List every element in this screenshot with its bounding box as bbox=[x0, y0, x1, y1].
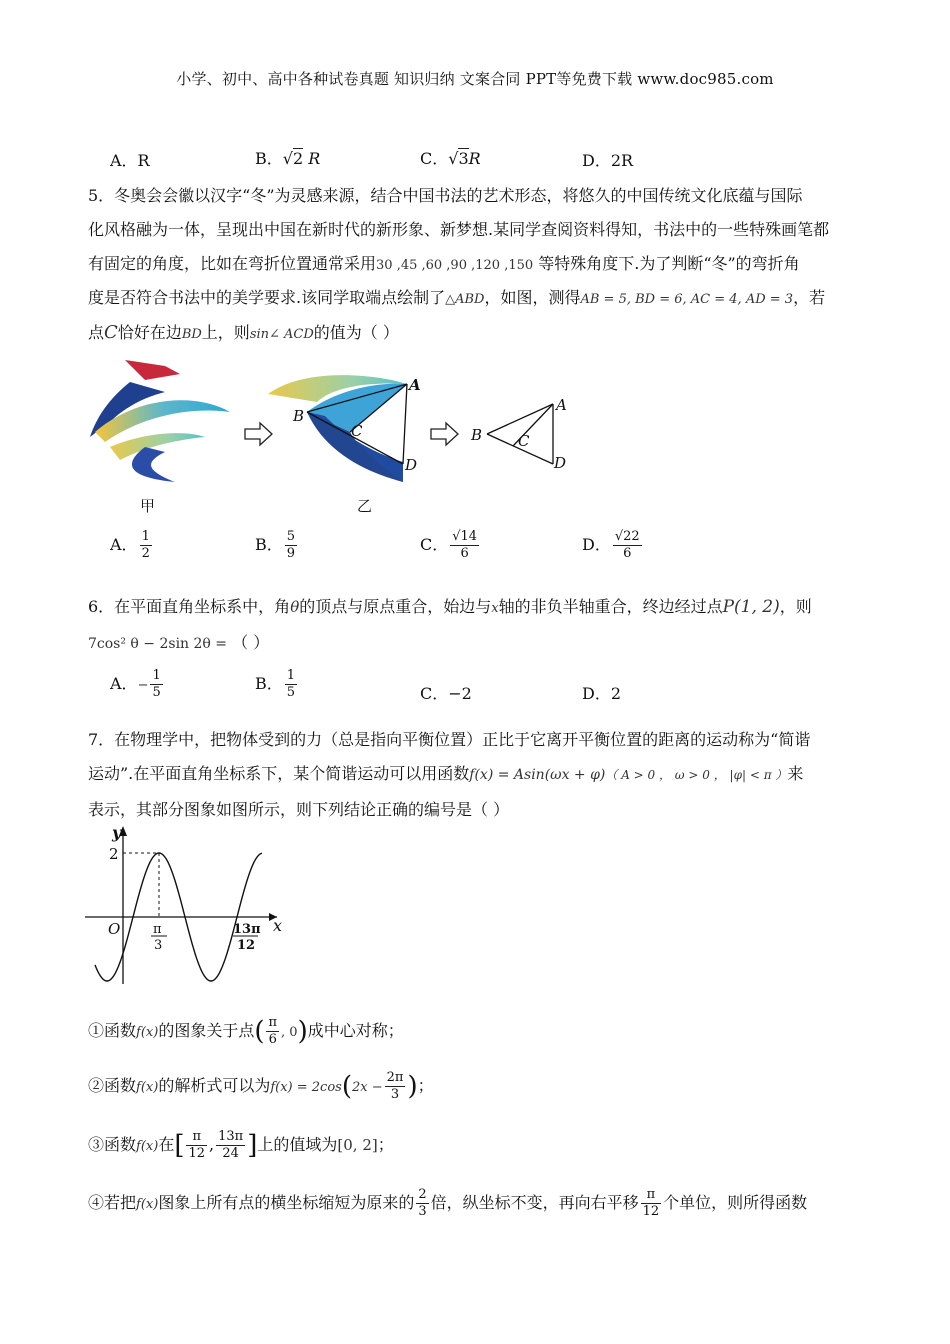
arrow-right-icon bbox=[245, 423, 272, 445]
q7-line-3: 表示，其部分图象如图所示，则下列结论正确的编号是（ ） bbox=[88, 800, 510, 819]
q4-option-d: D．2R bbox=[582, 151, 634, 170]
label-c-3: C bbox=[518, 432, 530, 450]
q7-line-2: 运动”.在平面直角坐标系下，某个简谐运动可以用函数f(x) = Asin(ωx + φ)（ A > 0 ， ω > 0 ， |φ| < π ）来 bbox=[88, 764, 804, 783]
q5-option-d: D． $\frac{√22}{6}$ bbox=[582, 529, 640, 561]
q5-line-5: 点C恰好在边BD上，则sin∠ ACD的值为（ ） bbox=[88, 322, 399, 343]
q4-option-c: C．√3R bbox=[420, 149, 481, 168]
q5-option-b: B． $\frac{5}{9}$ bbox=[255, 529, 296, 561]
label-b-2: B bbox=[293, 407, 305, 425]
tick-pi3-num: π bbox=[153, 922, 162, 937]
q7-line-1: 7．在物理学中，把物体受到的力（总是指向平衡位置）正比于它离开平衡位置的距离的运动称为“简谐 bbox=[88, 730, 811, 749]
q7-statement-3: ③函数f(x)在[ $\frac{\pi}{12}$ , $\frac{13\pi}{24}$ ]上的值域为[0, 2]； bbox=[88, 1129, 394, 1161]
axis-x-label: x bbox=[273, 916, 283, 935]
emblem-logo bbox=[90, 360, 230, 482]
q7-sine-graph bbox=[85, 822, 295, 992]
q6-option-b: B． $\frac{1}{5}$ bbox=[255, 668, 296, 700]
q6-option-d: D．2 bbox=[582, 684, 622, 703]
q6-option-c: C．−2 bbox=[420, 684, 472, 703]
label-d-2: D bbox=[405, 456, 418, 474]
label-d-3: D bbox=[554, 454, 567, 472]
label-a-3: A bbox=[556, 396, 567, 414]
page-header: 小学、初中、高中各种试卷真题 知识归纳 文案合同 PPT等免费下载 www.doc985.com bbox=[176, 70, 774, 88]
q7-statement-2: ②函数f(x)的解析式可以为f(x) = 2cos(2x − $\frac{2\pi}{3}$ )； bbox=[88, 1070, 434, 1102]
q4-option-a: A．R bbox=[110, 151, 150, 170]
label-c-2: C bbox=[351, 422, 363, 440]
fig-label-yi: 乙 bbox=[357, 497, 373, 515]
tick-13pi12-den: 12 bbox=[237, 938, 256, 953]
q5-figure bbox=[85, 352, 605, 522]
q6-line-2: 7cos² θ − 2sin 2θ = （ ） bbox=[88, 633, 270, 652]
ymax-label: 2 bbox=[109, 845, 119, 863]
emblem-triangle-figure bbox=[268, 375, 407, 482]
arrow-right-icon bbox=[431, 423, 458, 445]
q5-line-1: 5．冬奥会会徽以汉字“冬”为灵感来源，结合中国书法的艺术形态，将悠久的中国传统文化底蕴与国际 bbox=[88, 186, 803, 205]
q6-option-a: A．− $\frac{1}{5}$ bbox=[110, 668, 161, 700]
q5-option-c: C． $\frac{√14}{6}$ bbox=[420, 529, 478, 561]
q6-line-1: 6．在平面直角坐标系中，角θ的顶点与原点重合，始边与x轴的非负半轴重合，终边经过点P(1, 2)，则 bbox=[88, 597, 812, 617]
origin-label: O bbox=[108, 920, 121, 938]
q4-option-b: B．√2 R bbox=[255, 149, 321, 168]
q5-line-2: 化风格融为一体，呈现出中国在新时代的新形象、新梦想.某同学查阅资料得知，书法中的一些特殊画笔都 bbox=[88, 220, 830, 239]
tick-pi3-den: 3 bbox=[154, 938, 163, 953]
tick-13pi12-num: 13π bbox=[233, 922, 261, 937]
q5-line-3: 有固定的角度，比如在弯折位置通常采用30 ,45 ,60 ,90 ,120 ,150 等特殊角度下.为了判断“冬”的弯折角 bbox=[88, 254, 800, 273]
q5-option-a: A． $\frac{1}{2}$ bbox=[110, 529, 150, 561]
label-b-3: B bbox=[471, 426, 483, 444]
q7-statement-1: ①函数f(x)的图象关于点( $\frac{\pi}{6}$ , 0)成中心对称； bbox=[88, 1015, 404, 1047]
q7-statement-4: ④若把f(x)图象上所有点的横坐标缩短为原来的 $\frac{2}{3}$ 倍，纵坐标不变，再向右平移 $\frac{\pi}{12}$ 个单位，则所得函数 bbox=[88, 1187, 808, 1219]
fig-label-jia: 甲 bbox=[140, 497, 156, 515]
axis-y-label: y bbox=[112, 823, 122, 842]
q5-line-4: 度是否符合书法中的美学要求.该同学取端点绘制了△ABD，如图，测得AB = 5, BD = 6, AC = 4, AD = 3，若 bbox=[88, 288, 826, 307]
label-a-2: A bbox=[409, 376, 421, 394]
